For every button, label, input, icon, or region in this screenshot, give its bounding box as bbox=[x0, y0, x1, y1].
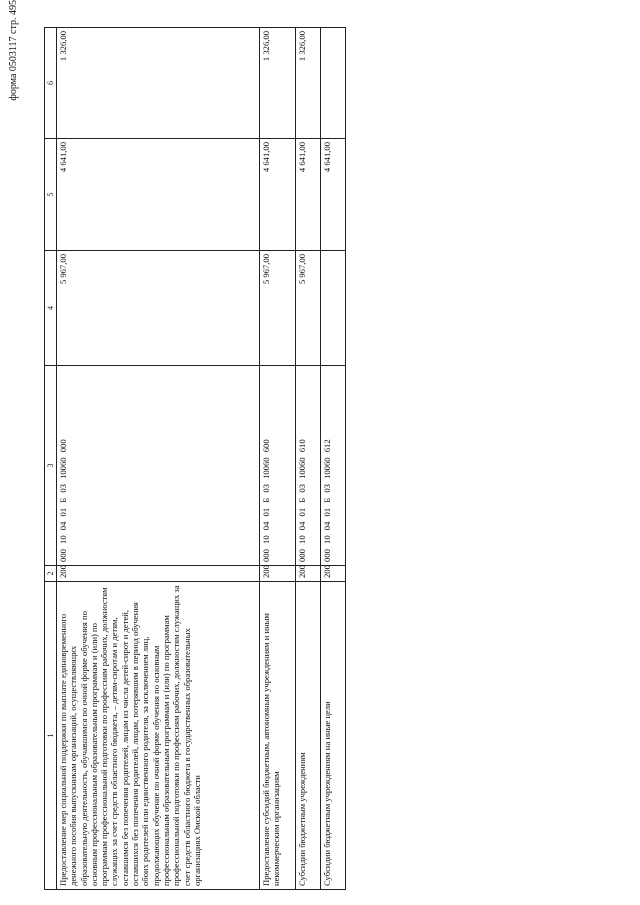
column-header: 6 bbox=[45, 28, 57, 139]
unexecuted-amount-cell: 1 326,00 bbox=[57, 28, 260, 139]
approved-amount-cell: 5 967,00 bbox=[296, 251, 321, 366]
column-header: 1 bbox=[45, 582, 57, 890]
table-row bbox=[260, 28, 296, 890]
column-header: 5 bbox=[45, 139, 57, 251]
executed-amount-cell: 4 641,00 bbox=[57, 139, 260, 251]
executed-amount-cell: 4 641,00 bbox=[321, 139, 346, 251]
table-row bbox=[296, 28, 321, 890]
approved-amount-cell: 5 967,00 bbox=[260, 251, 296, 366]
unexecuted-amount-cell: 1 326,00 bbox=[296, 28, 321, 139]
approved-amount-cell: 5 967,00 bbox=[57, 251, 260, 366]
executed-amount-cell: 4 641,00 bbox=[296, 139, 321, 251]
executed-amount-cell: 4 641,00 bbox=[260, 139, 296, 251]
budget-report-table bbox=[44, 27, 346, 890]
classification-code-cell: 000 10 04 01 Б 03 10060 000 bbox=[57, 366, 260, 566]
indicator-name-cell: Субсидии бюджетным учреждениям bbox=[296, 582, 321, 890]
classification-code-cell: 000 10 04 01 Б 03 10060 600 bbox=[260, 366, 296, 566]
indicator-name-cell: Субсидии бюджетным учреждениям на иные цели bbox=[321, 582, 346, 890]
form-code-header: форма 0503117 стр. 495 bbox=[8, 0, 19, 101]
classification-code-cell: 000 10 04 01 Б 03 10060 612 bbox=[321, 366, 346, 566]
line-code-cell: 200 bbox=[57, 566, 260, 582]
column-header: 2 bbox=[45, 566, 57, 582]
line-code-cell: 200 bbox=[321, 566, 346, 582]
table-row bbox=[321, 28, 346, 890]
unexecuted-amount-cell: 1 326,00 bbox=[260, 28, 296, 139]
line-code-cell: 200 bbox=[260, 566, 296, 582]
table-row bbox=[57, 28, 260, 890]
approved-amount-cell bbox=[321, 251, 346, 366]
column-number-row bbox=[45, 28, 57, 890]
column-header: 3 bbox=[45, 366, 57, 566]
column-header: 4 bbox=[45, 251, 57, 366]
unexecuted-amount-cell bbox=[321, 28, 346, 139]
line-code-cell: 200 bbox=[296, 566, 321, 582]
classification-code-cell: 000 10 04 01 Б 03 10060 610 bbox=[296, 366, 321, 566]
indicator-name-cell: Предоставление субсидий бюджетным, автономным учреждениям и иным некоммерческим организациям bbox=[260, 582, 296, 890]
indicator-name-cell: Предоставление мер социальной поддержки по выплате единовременного денежного пособия выпускникам организаций, осуществляющих образовательную деятельность, обучавшимся по очной форме обучения по основным профессиональным образовательным программам и (или) по программам профессиональной подготовки по профессиям рабочих, должностям служащих за счет средств областного бюджета, – детям-сиротам и детям, оставшимся без попечения родителей, лицам из числа детей-сирот и детей, оставшихся без попечения родителей, лицам, потерявшим в период обучения обоих родителей или единственного родителя, за исключением лиц, продолжающих обучение по очной форме обучения по основным профессиональным образовательным программам и (или) по программам профессиональной подготовки по профессиям рабочих, должностям служащих за счет средств областного бюджета в государственных образовательных организациях Омской области bbox=[57, 582, 260, 890]
